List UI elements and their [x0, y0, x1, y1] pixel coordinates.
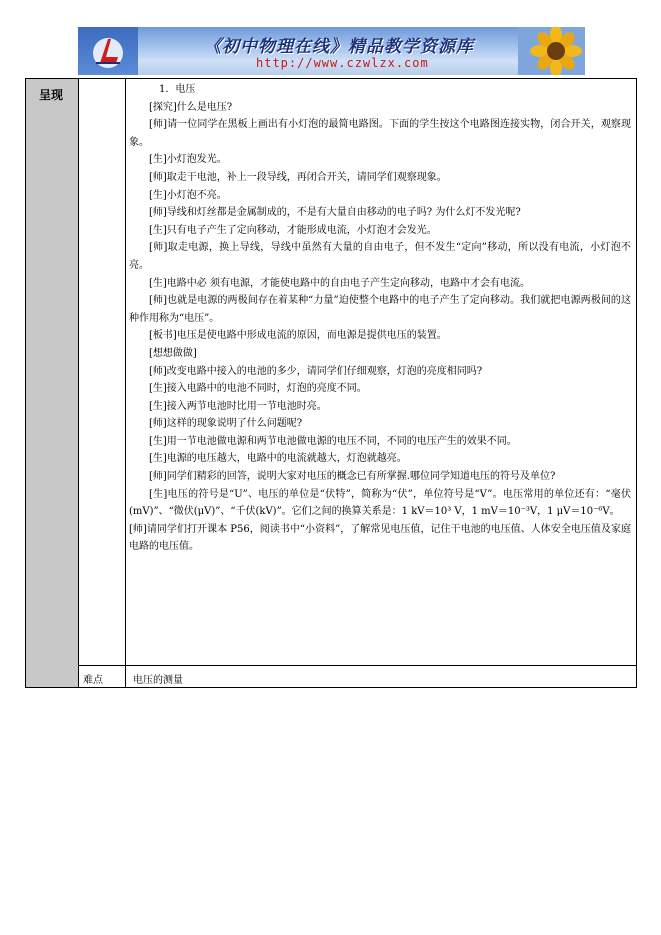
paragraph: [生]接入两节电池时比用一节电池时亮。 — [149, 400, 327, 412]
paragraph: [师]取走电源，换上导线，导线中虽然有大量的自由电子，但不发生“定向”移动，所以没有电流，小灯泡不亮。 — [129, 242, 631, 271]
paragraph: [师]请同学们打开课本 P56，阅读书中“小资料”，了解常见电压值，记住干电池的电压值、人体安全电压值及家庭电路的电压值。 — [129, 523, 631, 553]
paragraph: [师]也就是电源的两极间存在着某种“力量”迫使整个电路中的电子产生了定向移动。我们就把电源两极间的这种作用称为“电压”。 — [129, 295, 631, 324]
paragraph: [生]接入电路中的电池不同时，灯泡的亮度不同。 — [149, 383, 367, 395]
header-banner — [78, 27, 585, 75]
paragraph: [师]同学们精彩的回答，说明大家对电压的概念已有所掌握.哪位同学知道电压的符号及单位? — [149, 471, 556, 483]
lesson-content — [129, 81, 631, 556]
stage-label: 呈现 — [39, 88, 64, 102]
paragraph: [生]电压的符号是“U”、电压的单位是“伏特”，简称为“伏”，单位符号是“V”。电压常用的单位还有：“毫伏(mV)”、“微伏(μV)”、“千伏(kV)”。它们之间的换算关系是：1 kV＝10³ V，1 mV＝10⁻³V，1 μV＝10⁻⁶V。 — [129, 488, 631, 518]
section-title: 1．电压 — [159, 84, 196, 95]
paragraph: [师]改变电路中接入的电池的多少，请同学们仔细观察，灯泡的亮度相同吗? — [149, 365, 483, 377]
paragraph: [师]导线和灯丝都是金属制成的，不是有大量自由移动的电子吗? 为什么灯不发光呢? — [149, 207, 521, 219]
paragraph: [生]用一节电池做电源和两节电池做电源的电压不同，不同的电压产生的效果不同。 — [149, 435, 517, 447]
paragraph: [生]小灯泡不亮。 — [149, 189, 227, 201]
paragraph: [探究]什么是电压? — [149, 101, 233, 113]
column-divider — [125, 78, 126, 688]
sunflower-icon — [518, 27, 585, 75]
banner-title: 《初中物理在线》精品教学资源库 — [204, 37, 474, 57]
difficulty-label: 难点 — [83, 675, 103, 686]
paragraph-list — [129, 99, 631, 521]
paragraph: [生]小灯泡发光。 — [149, 154, 227, 166]
paragraph: [板书]电压是使电路中形成电流的原因，而电源是提供电压的装置。 — [149, 330, 447, 342]
banner-url: http://www.czwlzx.com — [256, 56, 429, 70]
lesson-table — [25, 78, 637, 688]
paragraph: [师]请一位同学在黑板上画出有小灯泡的最简电路图。下面的学生按这个电路图连接实物，闭合开关，观察现象。 — [129, 119, 631, 148]
paragraph: [想想做做] — [149, 347, 197, 359]
row-divider — [78, 665, 637, 666]
paragraph: [生]电源的电压越大，电路中的电流就越大，灯泡就越亮。 — [149, 453, 407, 465]
paragraph: [师]取走干电池，补上一段导线，再闭合开关，请同学们观察现象。 — [149, 171, 447, 183]
paragraph: [生]电路中必 须有电源，才能使电路中的自由电子产生定向移动，电路中才会有电流。 — [149, 277, 530, 289]
paragraph: [师]这样的现象说明了什么问题呢? — [149, 418, 303, 430]
column-divider — [78, 78, 79, 688]
paragraph: [生]只有电子产生了定向移动，才能形成电流，小灯泡才会发光。 — [149, 224, 437, 236]
difficulty-text: 电压的测量 — [133, 675, 183, 686]
logo-icon — [86, 33, 130, 69]
